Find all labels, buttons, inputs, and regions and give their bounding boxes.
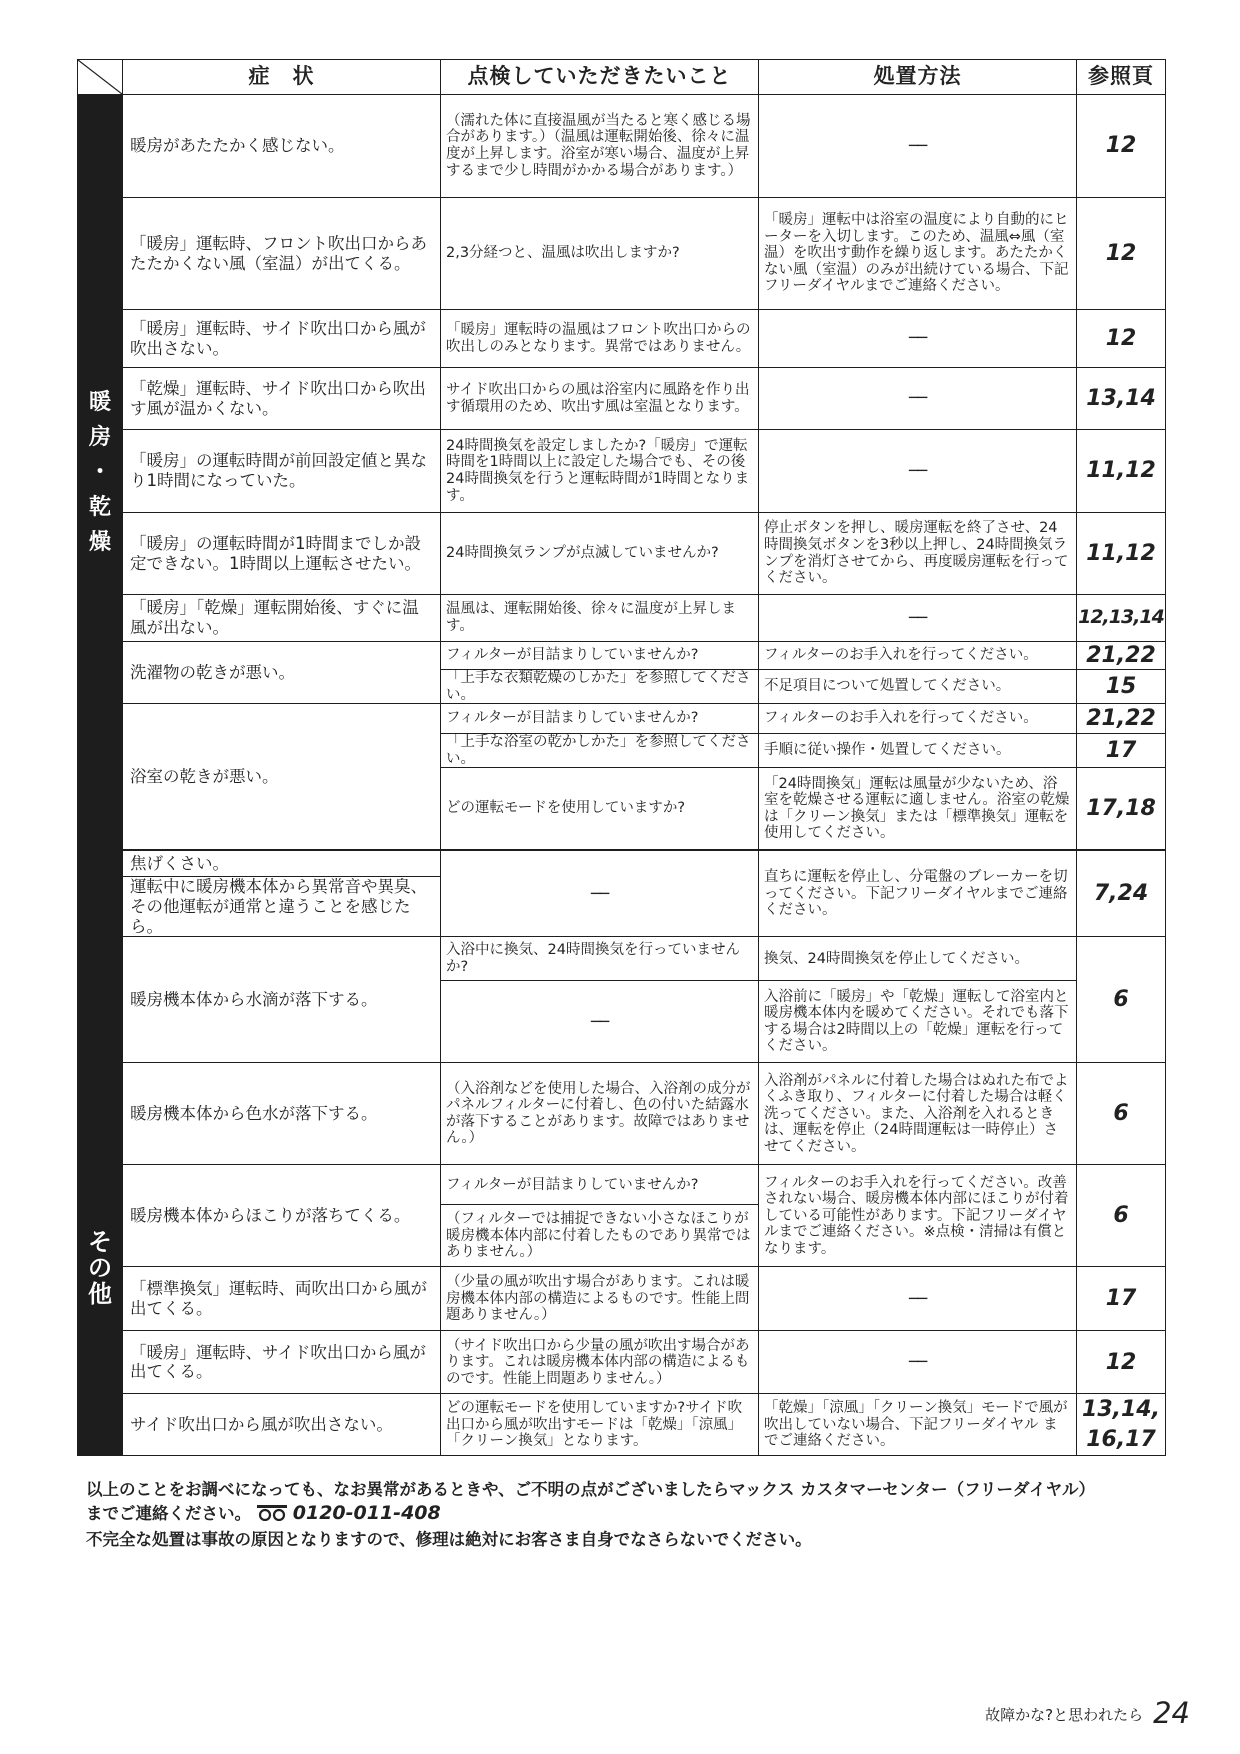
- symptom-cell: 暖房があたたかく感じない。: [123, 95, 441, 198]
- table-row: [78, 198, 1166, 310]
- remedy-cell: 入浴剤がパネルに付着した場合はぬれた布でよくふき取り、フィルターに付着した場合は軽く洗ってください。また、入浴剤を入れるときは、運転を停止（24時間運転は一時停止）させてください。: [759, 1063, 1077, 1165]
- symptom-cell: 「暖房」運転時、サイド吹出口から風が出てくる。: [123, 1331, 441, 1394]
- remedy-cell: ──: [759, 95, 1077, 198]
- symptom-cell: 「乾燥」運転時、サイド吹出口から吹出す風が温かくない。: [123, 368, 441, 430]
- ref-cell: 17,18: [1077, 768, 1166, 850]
- corner-cell: [78, 60, 123, 95]
- ref-line: 13,14,: [1082, 1397, 1160, 1423]
- symptom-cell: 暖房機本体から水滴が落下する。: [123, 937, 441, 1063]
- remedy-cell: フィルターのお手入れを行ってください。改善されない場合、暖房機本体内部にほこりが付着している可能性があります。下記フリーダイヤルまでご連絡ください。※点検・清掃は有償となります。: [759, 1165, 1077, 1267]
- table-row: [78, 95, 1166, 198]
- remedy-cell: フィルターのお手入れを行ってください。: [759, 642, 1077, 670]
- table-row: [78, 1165, 1166, 1205]
- check-cell: 24時間換気ランプが点滅していませんか?: [441, 513, 759, 595]
- symptom-cell: 「標準換気」運転時、両吹出口から風が出てくる。: [123, 1267, 441, 1331]
- ref-cell: [1077, 1394, 1166, 1456]
- ref-cell: 17: [1077, 734, 1166, 768]
- ref-cell: 6: [1077, 937, 1166, 1063]
- header-ref: 参照頁: [1077, 60, 1166, 95]
- phone-number: 0120-011-408: [292, 1502, 441, 1524]
- remedy-cell: フィルターのお手入れを行ってください。: [759, 704, 1077, 734]
- free-dial-icon: [257, 1505, 287, 1525]
- category-heating-drying: 暖 房 ・ 乾 燥: [78, 95, 123, 851]
- remedy-cell: ──: [759, 368, 1077, 430]
- table-row: [78, 513, 1166, 595]
- header-check: 点検していただきたいこと: [441, 60, 759, 95]
- header-symptom: 症 状: [123, 60, 441, 95]
- remedy-cell: ──: [759, 310, 1077, 368]
- table-row: [78, 1267, 1166, 1331]
- check-cell: 2,3分経つと、温風は吹出しますか?: [441, 198, 759, 310]
- check-cell: フィルターが目詰まりしていませんか?: [441, 642, 759, 670]
- table-row: [78, 1331, 1166, 1394]
- remedy-cell: 直ちに運転を停止し、分電盤のブレーカーを切ってください。下記フリーダイヤルまでご連絡ください。: [759, 851, 1077, 937]
- check-cell: フィルターが目詰まりしていませんか?: [441, 704, 759, 734]
- check-cell: （サイド吹出口から少量の風が吹出す場合があります。これは暖房機本体内部の構造によるものです。性能上問題ありません。）: [441, 1331, 759, 1394]
- table-row: [78, 1394, 1166, 1456]
- check-cell: 入浴中に換気、24時間換気を行っていませんか?: [441, 937, 759, 981]
- ref-cell: 6: [1077, 1063, 1166, 1165]
- ref-cell: 13,14: [1077, 368, 1166, 430]
- remedy-cell: ──: [759, 595, 1077, 642]
- footer-title: 故障かな?と思われたら: [985, 1706, 1144, 1724]
- ref-cell: 12,13,14: [1077, 595, 1166, 642]
- check-cell: ──: [441, 851, 759, 937]
- check-cell: ──: [441, 981, 759, 1063]
- check-cell: （少量の風が吹出す場合があります。これは暖房機本体内部の構造によるものです。性能上問題ありません。）: [441, 1267, 759, 1331]
- table-row: [78, 368, 1166, 430]
- table-row: [78, 851, 1166, 877]
- table-row: [78, 1063, 1166, 1165]
- symptom-cell: 「暖房」の運転時間が1時間までしか設定できない。1時間以上運転させたい。: [123, 513, 441, 595]
- check-cell: 「上手な浴室の乾かしかた」を参照してください。: [441, 734, 759, 768]
- check-cell: サイド吹出口からの風は浴室内に風路を作り出す循環用のため、吹出す風は室温となります。: [441, 368, 759, 430]
- symptom-cell: 暖房機本体からほこりが落ちてくる。: [123, 1165, 441, 1267]
- symptom-cell: 運転中に暖房機本体から異常音や異臭、その他運転が通常と違うことを感じたら。: [123, 877, 441, 937]
- symptom-cell: 浴室の乾きが悪い。: [123, 704, 441, 850]
- table-row: [78, 310, 1166, 368]
- ref-cell: 7,24: [1077, 851, 1166, 937]
- contact-note-text: までご連絡ください。: [86, 1504, 251, 1523]
- ref-cell: 12: [1077, 1331, 1166, 1394]
- ref-cell: 12: [1077, 310, 1166, 368]
- table-row: [78, 704, 1166, 734]
- check-cell: どの運転モードを使用していますか?: [441, 768, 759, 850]
- check-cell: どの運転モードを使用していますか?サイド吹出口から風が吹出すモードは「乾燥」「涼風」「クリーン換気」となります。: [441, 1394, 759, 1456]
- contact-note-line1: 以上のことをお調べになっても、なお異常があるときや、ご不明の点がございましたらマックス カスタマーセンター（フリーダイヤル）: [86, 1480, 1095, 1499]
- symptom-cell: 「暖房」運転時、フロント吹出口からあたたかくない風（室温）が出てくる。: [123, 198, 441, 310]
- remedy-cell: 「乾燥」「涼風」「クリーン換気」モードで風が吹出していない場合、下記フリーダイヤル までご連絡ください。: [759, 1394, 1077, 1456]
- ref-cell: 12: [1077, 198, 1166, 310]
- remedy-cell: ──: [759, 1267, 1077, 1331]
- contact-note-line2: [86, 1500, 441, 1525]
- remedy-cell: 換気、24時間換気を停止してください。: [759, 937, 1077, 981]
- check-cell: フィルターが目詰まりしていませんか?: [441, 1165, 759, 1205]
- ref-cell: 21,22: [1077, 642, 1166, 670]
- remedy-cell: 不足項目について処置してください。: [759, 670, 1077, 704]
- symptom-cell: 「暖房」「乾燥」運転開始後、すぐに温風が出ない。: [123, 595, 441, 642]
- symptom-cell: 暖房機本体から色水が落下する。: [123, 1063, 441, 1165]
- symptom-cell: 洗濯物の乾きが悪い。: [123, 642, 441, 704]
- check-cell: （フィルターでは捕捉できない小さなほこりが暖房機本体内部に付着したものであり異常ではありません。）: [441, 1205, 759, 1267]
- remedy-cell: ──: [759, 430, 1077, 513]
- ref-line: 16,17: [1086, 1426, 1156, 1452]
- symptom-cell: 「暖房」の運転時間が前回設定値と異なり1時間になっていた。: [123, 430, 441, 513]
- table-row: [78, 595, 1166, 642]
- check-cell: （濡れた体に直接温風が当たると寒く感じる場合があります。）（温風は運転開始後、徐々に温度が上昇します。浴室が寒い場合、温度が上昇するまで少し時間がかかる場合があります。）: [441, 95, 759, 198]
- page-footer: [985, 1696, 1190, 1730]
- category-other: そ の 他: [78, 851, 123, 1456]
- ref-cell: 11,12: [1077, 513, 1166, 595]
- table-row: [78, 430, 1166, 513]
- ref-cell: 21,22: [1077, 704, 1166, 734]
- table-row: [78, 642, 1166, 670]
- symptom-cell: 「暖房」運転時、サイド吹出口から風が吹出さない。: [123, 310, 441, 368]
- warning-note: 不完全な処置は事故の原因となりますので、修理は絶対にお客さま自身でなさらないでください。: [86, 1530, 812, 1549]
- check-cell: 「上手な衣類乾燥のしかた」を参照してください。: [441, 670, 759, 704]
- check-cell: 「暖房」運転時の温風はフロント吹出口からの吹出しのみとなります。異常ではありません。: [441, 310, 759, 368]
- check-cell: 温風は、運転開始後、徐々に温度が上昇します。: [441, 595, 759, 642]
- symptom-cell: 焦げくさい。: [123, 851, 441, 877]
- check-cell: （入浴剤などを使用した場合、入浴剤の成分がパネルフィルターに付着し、色の付いた結露水が落下することがあります。故障ではありません。）: [441, 1063, 759, 1165]
- check-cell: 24時間換気を設定しましたか?「暖房」で運転時間を1時間以上に設定した場合でも、その後24時間換気を行うと運転時間が1時間となります。: [441, 430, 759, 513]
- remedy-cell: ──: [759, 1331, 1077, 1394]
- page-number: 24: [1153, 1696, 1190, 1730]
- ref-cell: 15: [1077, 670, 1166, 704]
- ref-cell: 6: [1077, 1165, 1166, 1267]
- remedy-cell: 停止ボタンを押し、暖房運転を終了させ、24時間換気ボタンを3秒以上押し、24時間換気ランプを消灯させてから、再度暖房運転を行ってください。: [759, 513, 1077, 595]
- header-remedy: 処置方法: [759, 60, 1077, 95]
- ref-cell: 12: [1077, 95, 1166, 198]
- ref-cell: 11,12: [1077, 430, 1166, 513]
- remedy-cell: 「暖房」運転中は浴室の温度により自動的にヒーターを入切します。このため、温風⇔風（室温）を吹出す動作を繰り返します。あたたかくない風（室温）のみが出続けている場合、下記フリーダイヤルまでご連絡ください。: [759, 198, 1077, 310]
- remedy-cell: 「24時間換気」運転は風量が少ないため、浴室を乾燥させる運転に適しません。浴室の乾燥は「クリーン換気」または「標準換気」運転を使用してください。: [759, 768, 1077, 850]
- ref-cell: 17: [1077, 1267, 1166, 1331]
- table-row: [78, 937, 1166, 981]
- remedy-cell: 入浴前に「暖房」や「乾燥」運転して浴室内と暖房機本体内を暖めてください。それでも落下する場合は2時間以上の「乾燥」運転を行ってください。: [759, 981, 1077, 1063]
- troubleshooting-table: [77, 59, 1166, 1456]
- remedy-cell: 手順に従い操作・処置してください。: [759, 734, 1077, 768]
- symptom-cell: サイド吹出口から風が吹出さない。: [123, 1394, 441, 1456]
- header-row: [78, 60, 1166, 95]
